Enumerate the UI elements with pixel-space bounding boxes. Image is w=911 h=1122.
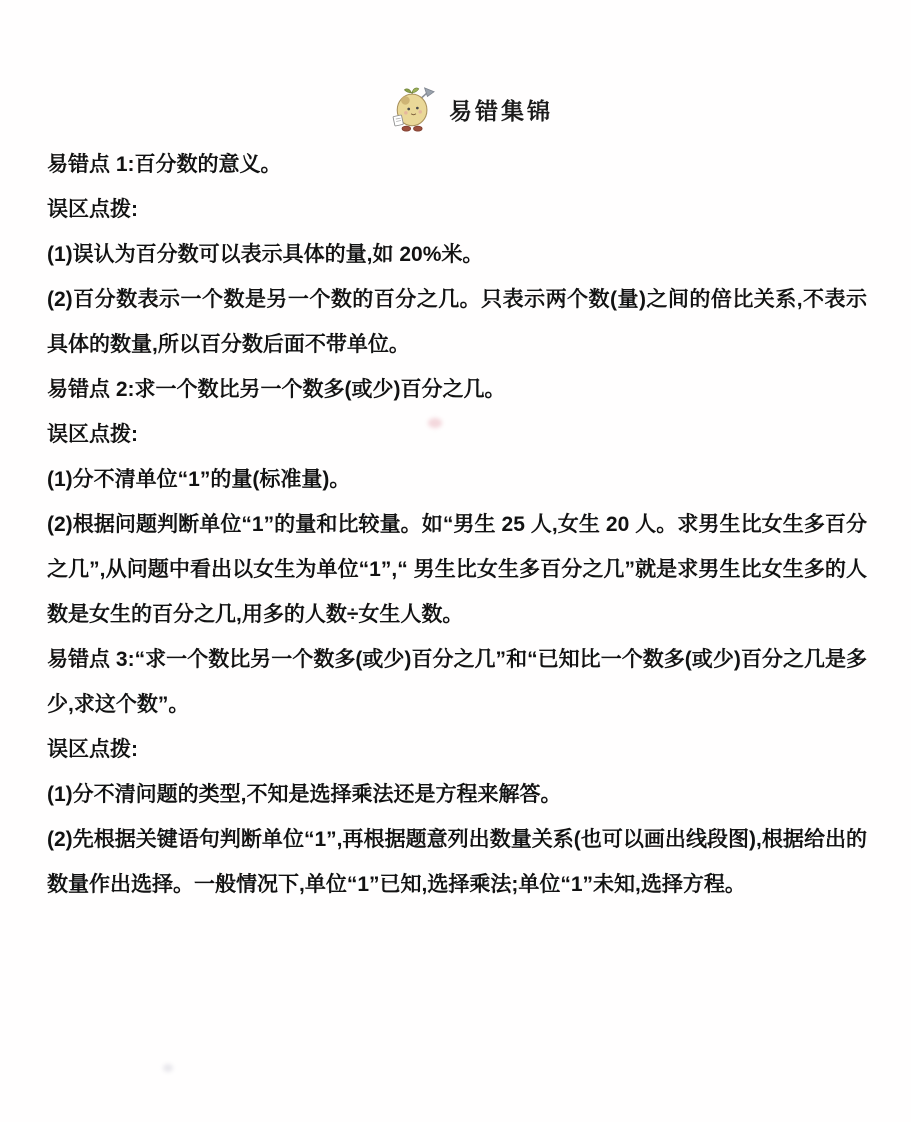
document-body bbox=[47, 142, 867, 907]
section1-point2: (2)百分数表示一个数是另一个数的百分之几。只表示两个数(量)之间的倍比关系,不表示具体的数量,所以百分数后面不带单位。 bbox=[47, 288, 867, 356]
section1-point1: (1)误认为百分数可以表示具体的量,如 20%米。 bbox=[47, 243, 484, 266]
document-header bbox=[77, 82, 867, 136]
section2-subheading: 误区点拨: bbox=[47, 423, 138, 446]
scan-artifact bbox=[163, 1064, 173, 1072]
section3-heading: 易错点 3:“求一个数比另一个数多(或少)百分之几”和“已知比一个数多(或少)百分之几是多少,求这个数”。 bbox=[47, 648, 867, 716]
section2-point1: (1)分不清单位“1”的量(标准量)。 bbox=[47, 468, 351, 491]
page-title: 易错集锦 bbox=[449, 97, 553, 124]
section3-point2: (2)先根据关键语句判断单位“1”,再根据题意列出数量关系(也可以画出线段图),根据给出的数量作出选择。一般情况下,单位“1”已知,选择乘法;单位“1”未知,选择方程。 bbox=[47, 828, 867, 896]
section3-point1: (1)分不清问题的类型,不知是选择乘法还是方程来解答。 bbox=[47, 783, 562, 806]
mascot-character-icon bbox=[391, 83, 437, 135]
section2-point2: (2)根据问题判断单位“1”的量和比较量。如“男生 25 人,女生 20 人。求男生比女生多百分之几”,从问题中看出以女生为单位“1”,“ 男生比女生多百分之几”就是求男生比女生多的人数是女生的百分之几,用多的人数÷女生人数。 bbox=[47, 513, 867, 626]
section1-heading: 易错点 1:百分数的意义。 bbox=[47, 153, 282, 176]
section1-subheading: 误区点拨: bbox=[47, 198, 138, 221]
section3-subheading: 误区点拨: bbox=[47, 738, 138, 761]
section2-heading: 易错点 2:求一个数比另一个数多(或少)百分之几。 bbox=[47, 378, 506, 401]
